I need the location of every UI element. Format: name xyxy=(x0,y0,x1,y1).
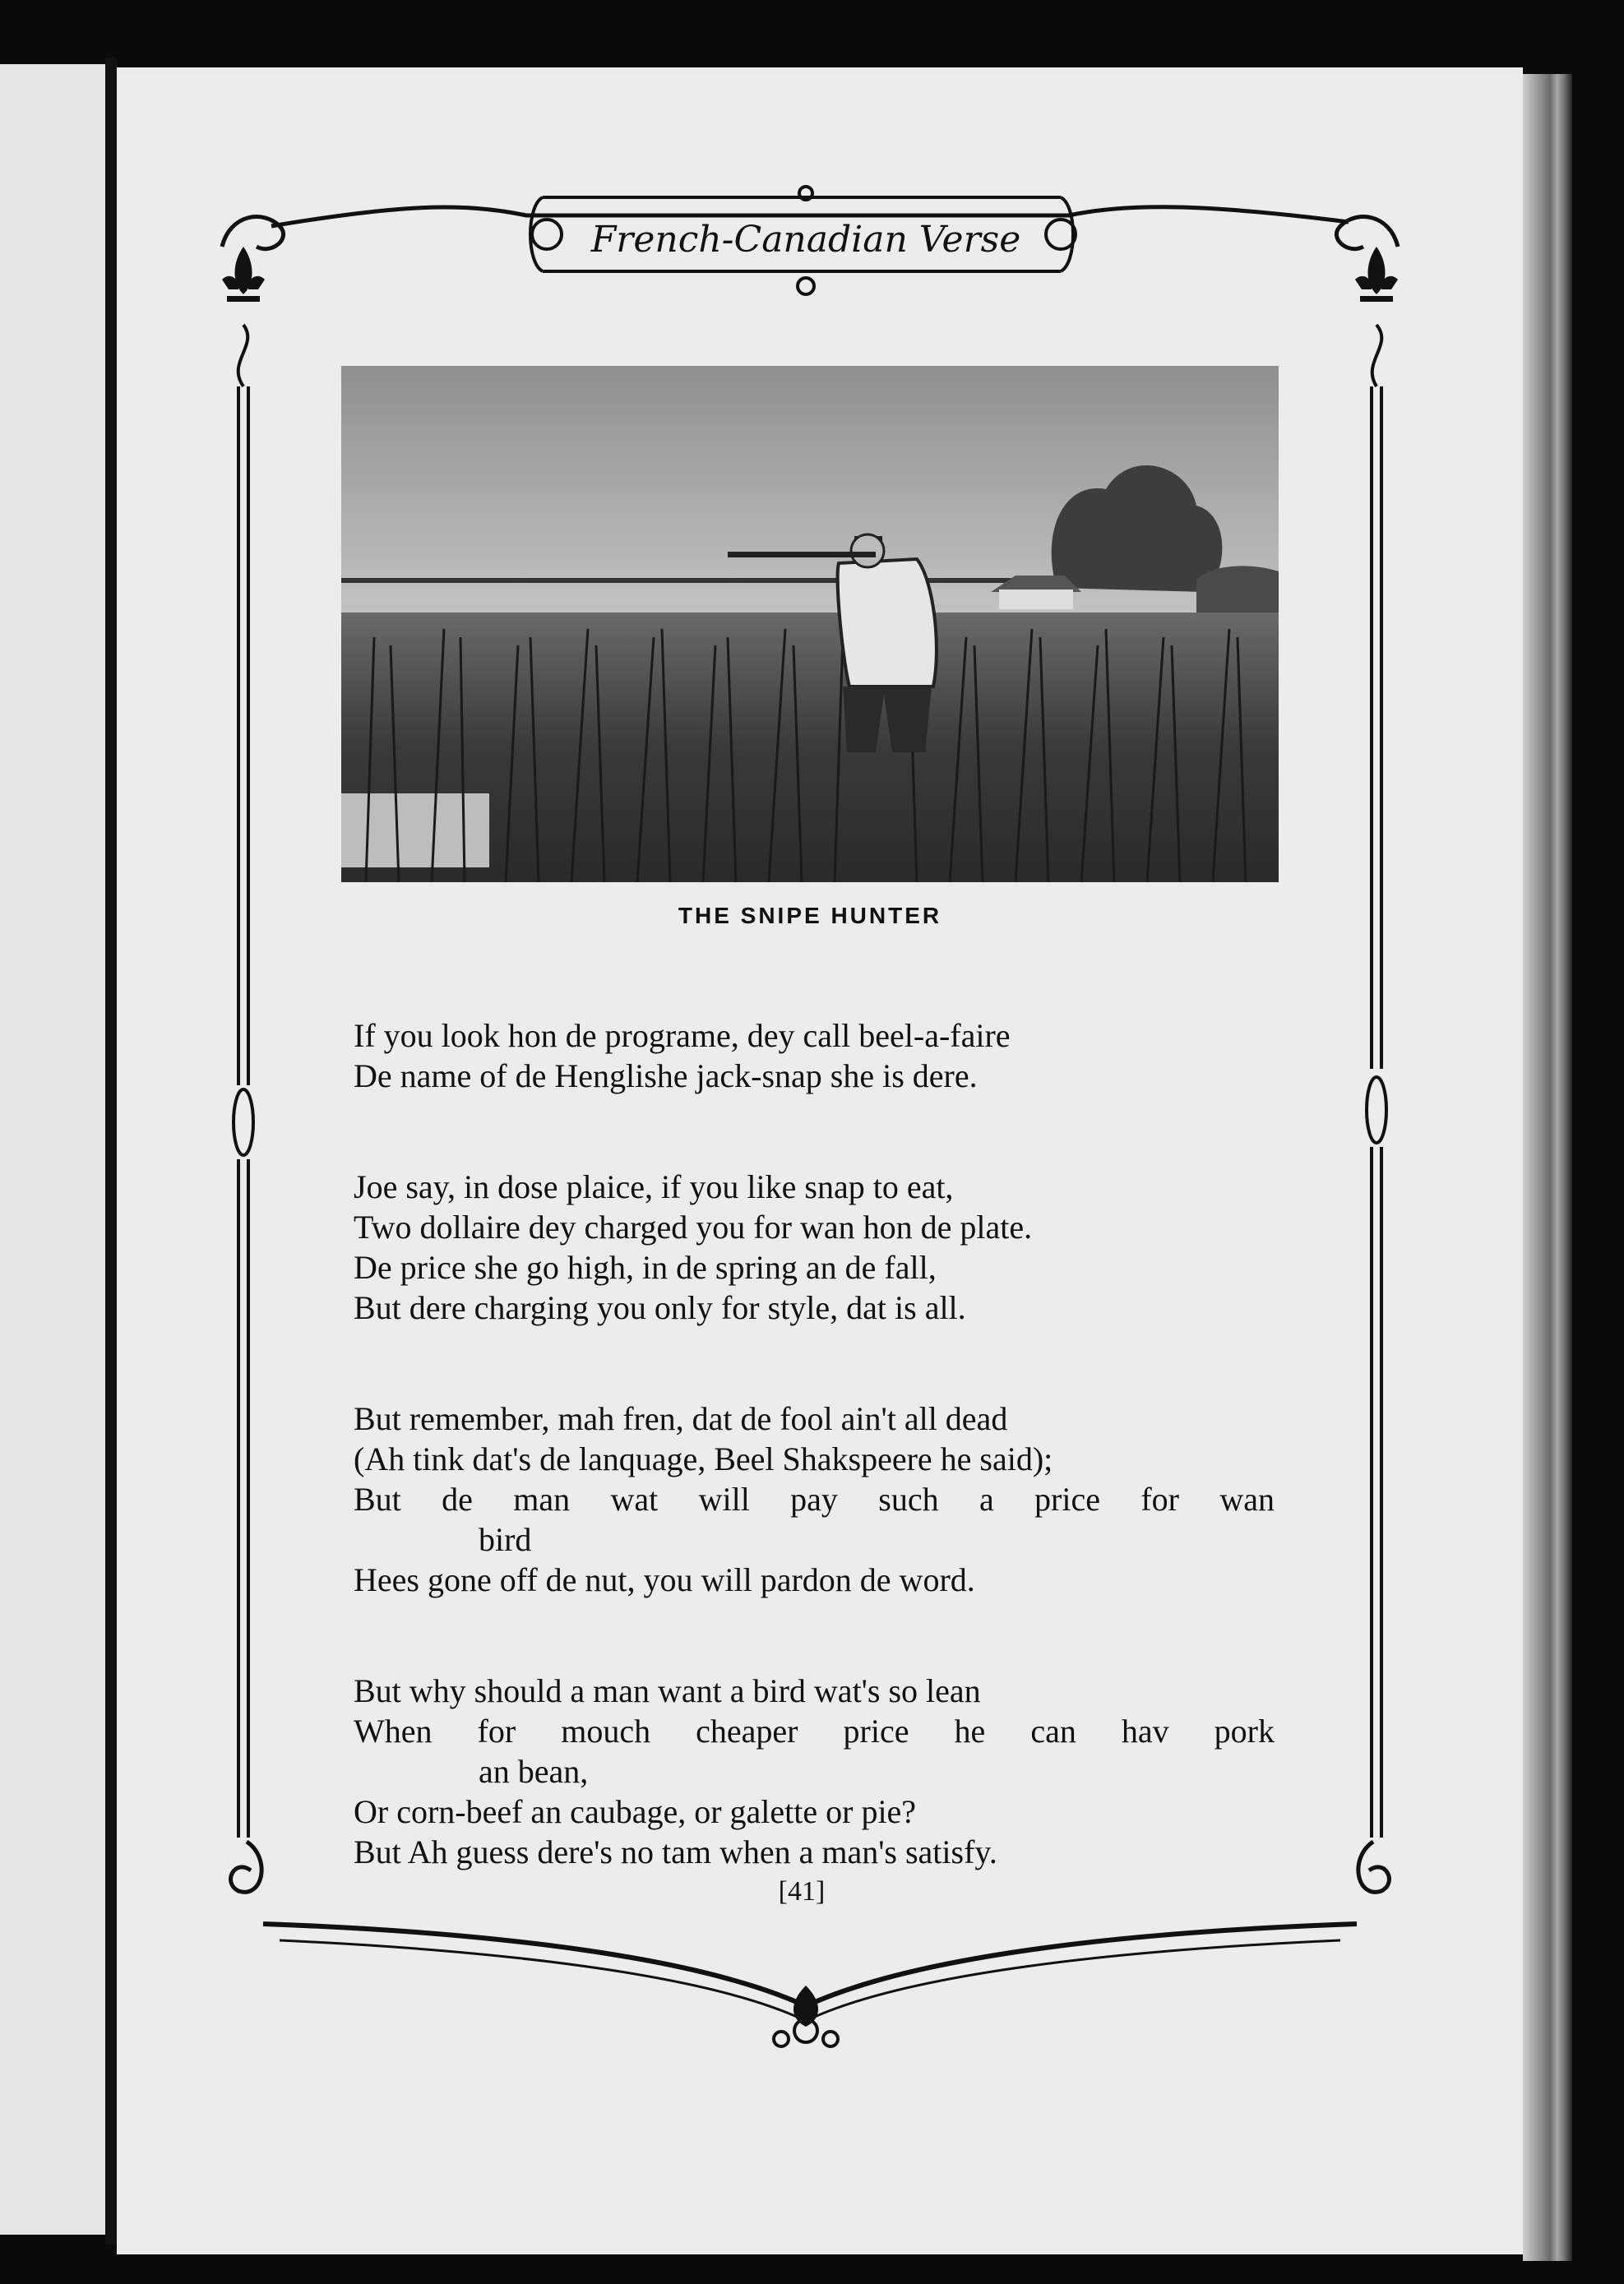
poem-line: When for mouch cheaper price he can hav pork xyxy=(354,1713,1275,1750)
poem-line: De price she go high, in de spring an de fall, xyxy=(354,1249,937,1286)
poem-line: Joe say, in dose plaice, if you like snap to eat, xyxy=(354,1168,954,1205)
stanza-2 xyxy=(354,1167,1275,1328)
stanza-1 xyxy=(354,1015,1275,1096)
poem-line-continuation: an bean, xyxy=(479,1753,589,1790)
snipe-hunter-illustration xyxy=(341,366,1279,882)
poem-line-continuation: bird xyxy=(479,1521,532,1558)
poem-line: (Ah tink dat's de lanquage, Beel Shakspeere he said); xyxy=(354,1440,1053,1477)
poem xyxy=(354,1015,1275,1943)
stanza-3 xyxy=(354,1399,1275,1600)
poem-line: But remember, mah fren, dat de fool ain't all dead xyxy=(354,1400,1008,1437)
poem-line: De name of de Henglishe jack-snap she is dere. xyxy=(354,1057,978,1094)
stanza-4 xyxy=(354,1671,1275,1872)
poem-line: If you look hon de programe, dey call beel-a-faire xyxy=(354,1017,1011,1054)
running-title: French-Canadian Verse xyxy=(590,219,1021,261)
poem-line: Hees gone off de nut, you will pardon de word. xyxy=(354,1561,975,1598)
poem-line: Or corn-beef an caubage, or galette or pie? xyxy=(354,1793,917,1830)
poem-line: But dere charging you only for style, dat is all. xyxy=(354,1289,966,1326)
poem-line: But de man wat will pay such a price for wan xyxy=(354,1481,1275,1518)
poem-line: But Ah guess dere's no tam when a man's satisfy. xyxy=(354,1833,997,1870)
illustration-caption: THE SNIPE HUNTER xyxy=(678,903,942,928)
page-number: [41] xyxy=(778,1876,826,1907)
poem-line: Two dollaire dey charged you for wan hon de plate. xyxy=(354,1209,1033,1246)
poem-line: But why should a man want a bird wat's so lean xyxy=(354,1672,981,1709)
